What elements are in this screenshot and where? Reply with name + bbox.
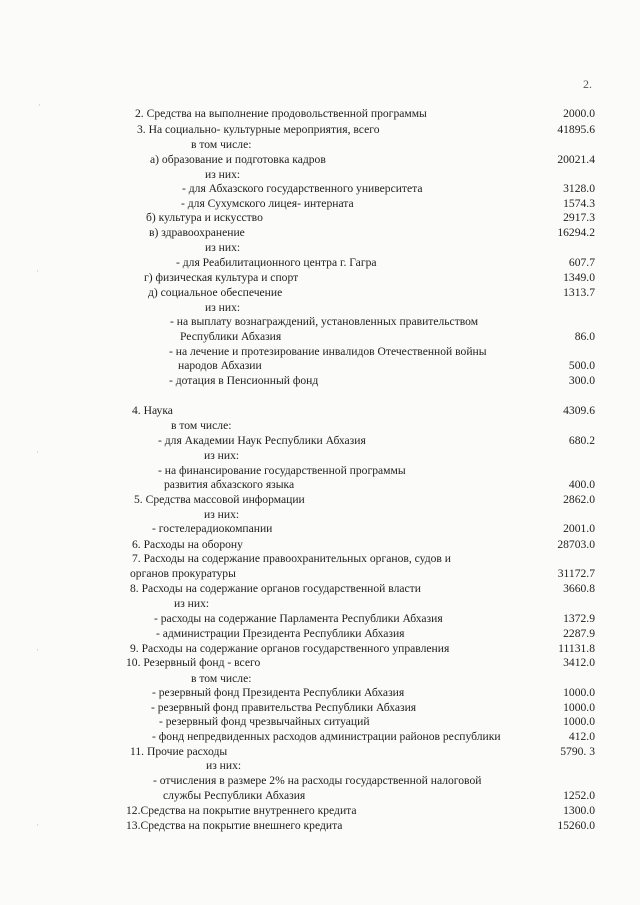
line-amount: 1313.7 <box>563 286 595 299</box>
budget-line <box>0 152 640 167</box>
budget-line <box>0 358 640 373</box>
line-amount: 1000.0 <box>563 701 595 714</box>
line-label: - для Реабилитационного центра г. Гагра <box>176 256 377 269</box>
budget-line <box>0 551 640 566</box>
line-amount: 2862.0 <box>563 493 595 506</box>
line-amount: 41895.6 <box>557 123 595 136</box>
line-amount: 400.0 <box>568 478 595 491</box>
line-label: в том числе: <box>191 672 252 685</box>
line-amount: 28703.0 <box>557 538 595 551</box>
budget-line <box>0 744 640 759</box>
line-amount: 3128.0 <box>563 182 595 195</box>
line-label: из них: <box>204 508 240 521</box>
line-label: народов Абхазии <box>178 359 262 372</box>
budget-line <box>0 758 640 773</box>
line-label: - на лечение и протезирование инвалидов Отечественной войны <box>169 345 487 358</box>
budget-line <box>0 685 640 700</box>
line-amount: 2000.0 <box>563 107 595 120</box>
line-label: г) физическая культура и спорт <box>144 271 299 284</box>
line-label: 7. Расходы на содержание правоохранительных органов, судов и <box>132 552 451 565</box>
budget-line <box>0 463 640 478</box>
scan-speck: · <box>36 645 39 655</box>
scan-speck: · <box>38 100 41 110</box>
budget-line <box>0 285 640 300</box>
line-amount: 11131.8 <box>558 642 595 655</box>
line-amount: 500.0 <box>568 359 595 372</box>
line-label: - на выплату вознаграждений, установленных правительством <box>170 315 479 328</box>
line-label: из них: <box>204 449 240 462</box>
budget-line <box>0 611 640 626</box>
line-amount: 1000.0 <box>563 686 595 699</box>
scan-speck: · <box>36 447 39 457</box>
line-label: в) здравоохранение <box>149 226 245 239</box>
budget-line <box>0 641 640 656</box>
line-label: - для Абхазского государственного университета <box>182 182 423 195</box>
line-label: 5. Средства массовой информации <box>134 493 305 506</box>
line-label: - для Академии Наук Республики Абхазия <box>158 434 366 447</box>
line-label: 2. Средства на выполнение продовольственной программы <box>135 107 427 120</box>
budget-line <box>0 655 640 670</box>
budget-line <box>0 225 640 240</box>
line-label: службы Республики Абхазия <box>163 789 306 802</box>
line-amount: 86.0 <box>574 330 595 343</box>
line-amount: 20021.4 <box>557 153 595 166</box>
line-label: 9. Расходы на содержание органов государственного управления <box>130 642 450 655</box>
budget-line <box>0 714 640 729</box>
line-label: - гостелерадиокомпании <box>152 522 273 535</box>
line-label: из них: <box>206 759 242 772</box>
line-amount: 3412.0 <box>563 656 595 669</box>
line-label: 11. Прочие расходы <box>130 745 228 758</box>
budget-line <box>0 344 640 359</box>
budget-line <box>0 521 640 536</box>
line-label: 8. Расходы на содержание органов государственной власти <box>130 582 421 595</box>
line-label: органов прокуратуры <box>130 567 236 580</box>
line-label: 4. Наука <box>132 404 173 417</box>
line-label: - для Сухумского лицея- интерната <box>181 197 354 210</box>
budget-line <box>0 596 640 611</box>
budget-line <box>0 314 640 329</box>
line-label: из них: <box>205 241 241 254</box>
line-amount: 1349.0 <box>563 271 595 284</box>
budget-line <box>0 122 640 137</box>
line-label: - резервный фонд чрезвычайных ситуаций <box>159 715 370 728</box>
budget-line <box>0 729 640 744</box>
line-label: 12.Средства на покрытие внутреннего кредита <box>126 804 357 817</box>
budget-line <box>0 477 640 492</box>
line-label: развития абхазского языка <box>164 478 295 491</box>
line-amount: 1000.0 <box>563 715 595 728</box>
line-label: - дотация в Пенсионный фонд <box>169 374 319 387</box>
line-label: из них: <box>205 301 241 314</box>
line-label: Республики Абхазия <box>180 330 282 343</box>
line-label: - резервный фонд правительства Республики Абхазия <box>151 701 417 714</box>
line-label: - отчисления в размере 2% на расходы государственной налоговой <box>153 774 482 787</box>
line-label: 3. На социально- культурные мероприятия, всего <box>137 123 380 136</box>
budget-line <box>0 803 640 818</box>
line-amount: 2001.0 <box>563 522 595 535</box>
line-label: из них: <box>205 168 241 181</box>
line-amount: 4309.6 <box>563 404 595 417</box>
budget-line <box>0 581 640 596</box>
budget-line <box>0 196 640 211</box>
line-amount: 15260.0 <box>557 819 595 832</box>
budget-line <box>0 167 640 182</box>
scan-speck: · <box>36 266 39 276</box>
line-amount: 1574.3 <box>563 197 595 210</box>
line-amount: 300.0 <box>568 374 595 387</box>
line-label: - резервный фонд Президента Республики Абхазия <box>152 686 405 699</box>
line-label: в том числе: <box>171 419 232 432</box>
budget-line <box>0 270 640 285</box>
line-label: - на финансирование государственной программы <box>158 464 406 477</box>
budget-line <box>0 403 640 418</box>
line-label: а) образование и подготовка кадров <box>150 153 326 166</box>
line-label: - фонд непредвиденных расходов администрации районов республики <box>152 730 501 743</box>
budget-line <box>0 700 640 715</box>
line-label: д) социальное обеспечение <box>148 286 283 299</box>
scan-speck: · <box>36 820 39 830</box>
line-amount: 31172.7 <box>557 567 595 580</box>
budget-line <box>0 300 640 315</box>
budget-line <box>0 433 640 448</box>
line-amount: 412.0 <box>568 730 595 743</box>
line-amount: 1300.0 <box>563 804 595 817</box>
line-amount: 2287.9 <box>563 627 595 640</box>
budget-line <box>0 240 640 255</box>
budget-line <box>0 255 640 270</box>
line-label: - расходы на содержание Парламента Республики Абхазия <box>154 612 443 625</box>
budget-line <box>0 137 640 152</box>
budget-line <box>0 373 640 388</box>
budget-line <box>0 492 640 507</box>
line-label: в том числе: <box>191 138 252 151</box>
budget-line <box>0 537 640 552</box>
budget-line <box>0 448 640 463</box>
budget-line <box>0 818 640 833</box>
line-amount: 16294.2 <box>557 226 595 239</box>
page-number: 2. <box>583 77 592 91</box>
line-amount: 1252.0 <box>563 789 595 802</box>
budget-line <box>0 507 640 522</box>
budget-line <box>0 418 640 433</box>
line-label: б) культура и искусство <box>146 211 263 224</box>
line-amount: 5790. 3 <box>560 745 595 758</box>
budget-line <box>0 773 640 788</box>
line-amount: 607.7 <box>568 256 595 269</box>
line-label: 6. Расходы на оборону <box>132 538 243 551</box>
budget-line <box>0 329 640 344</box>
line-label: 10. Резервный фонд - всего <box>126 656 261 669</box>
line-amount: 3660.8 <box>563 582 595 595</box>
budget-line <box>0 210 640 225</box>
line-label: 13.Средства на покрытие внешнего кредита <box>126 819 343 832</box>
budget-line <box>0 181 640 196</box>
budget-line <box>0 626 640 641</box>
line-amount: 2917.3 <box>563 211 595 224</box>
budget-line <box>0 106 640 121</box>
budget-line <box>0 566 640 581</box>
line-amount: 680.2 <box>568 434 595 447</box>
line-amount: 1372.9 <box>563 612 595 625</box>
line-label: - администрации Президента Республики Абхазия <box>156 627 405 640</box>
budget-line <box>0 671 640 686</box>
line-label: из них: <box>174 597 210 610</box>
budget-line <box>0 788 640 803</box>
